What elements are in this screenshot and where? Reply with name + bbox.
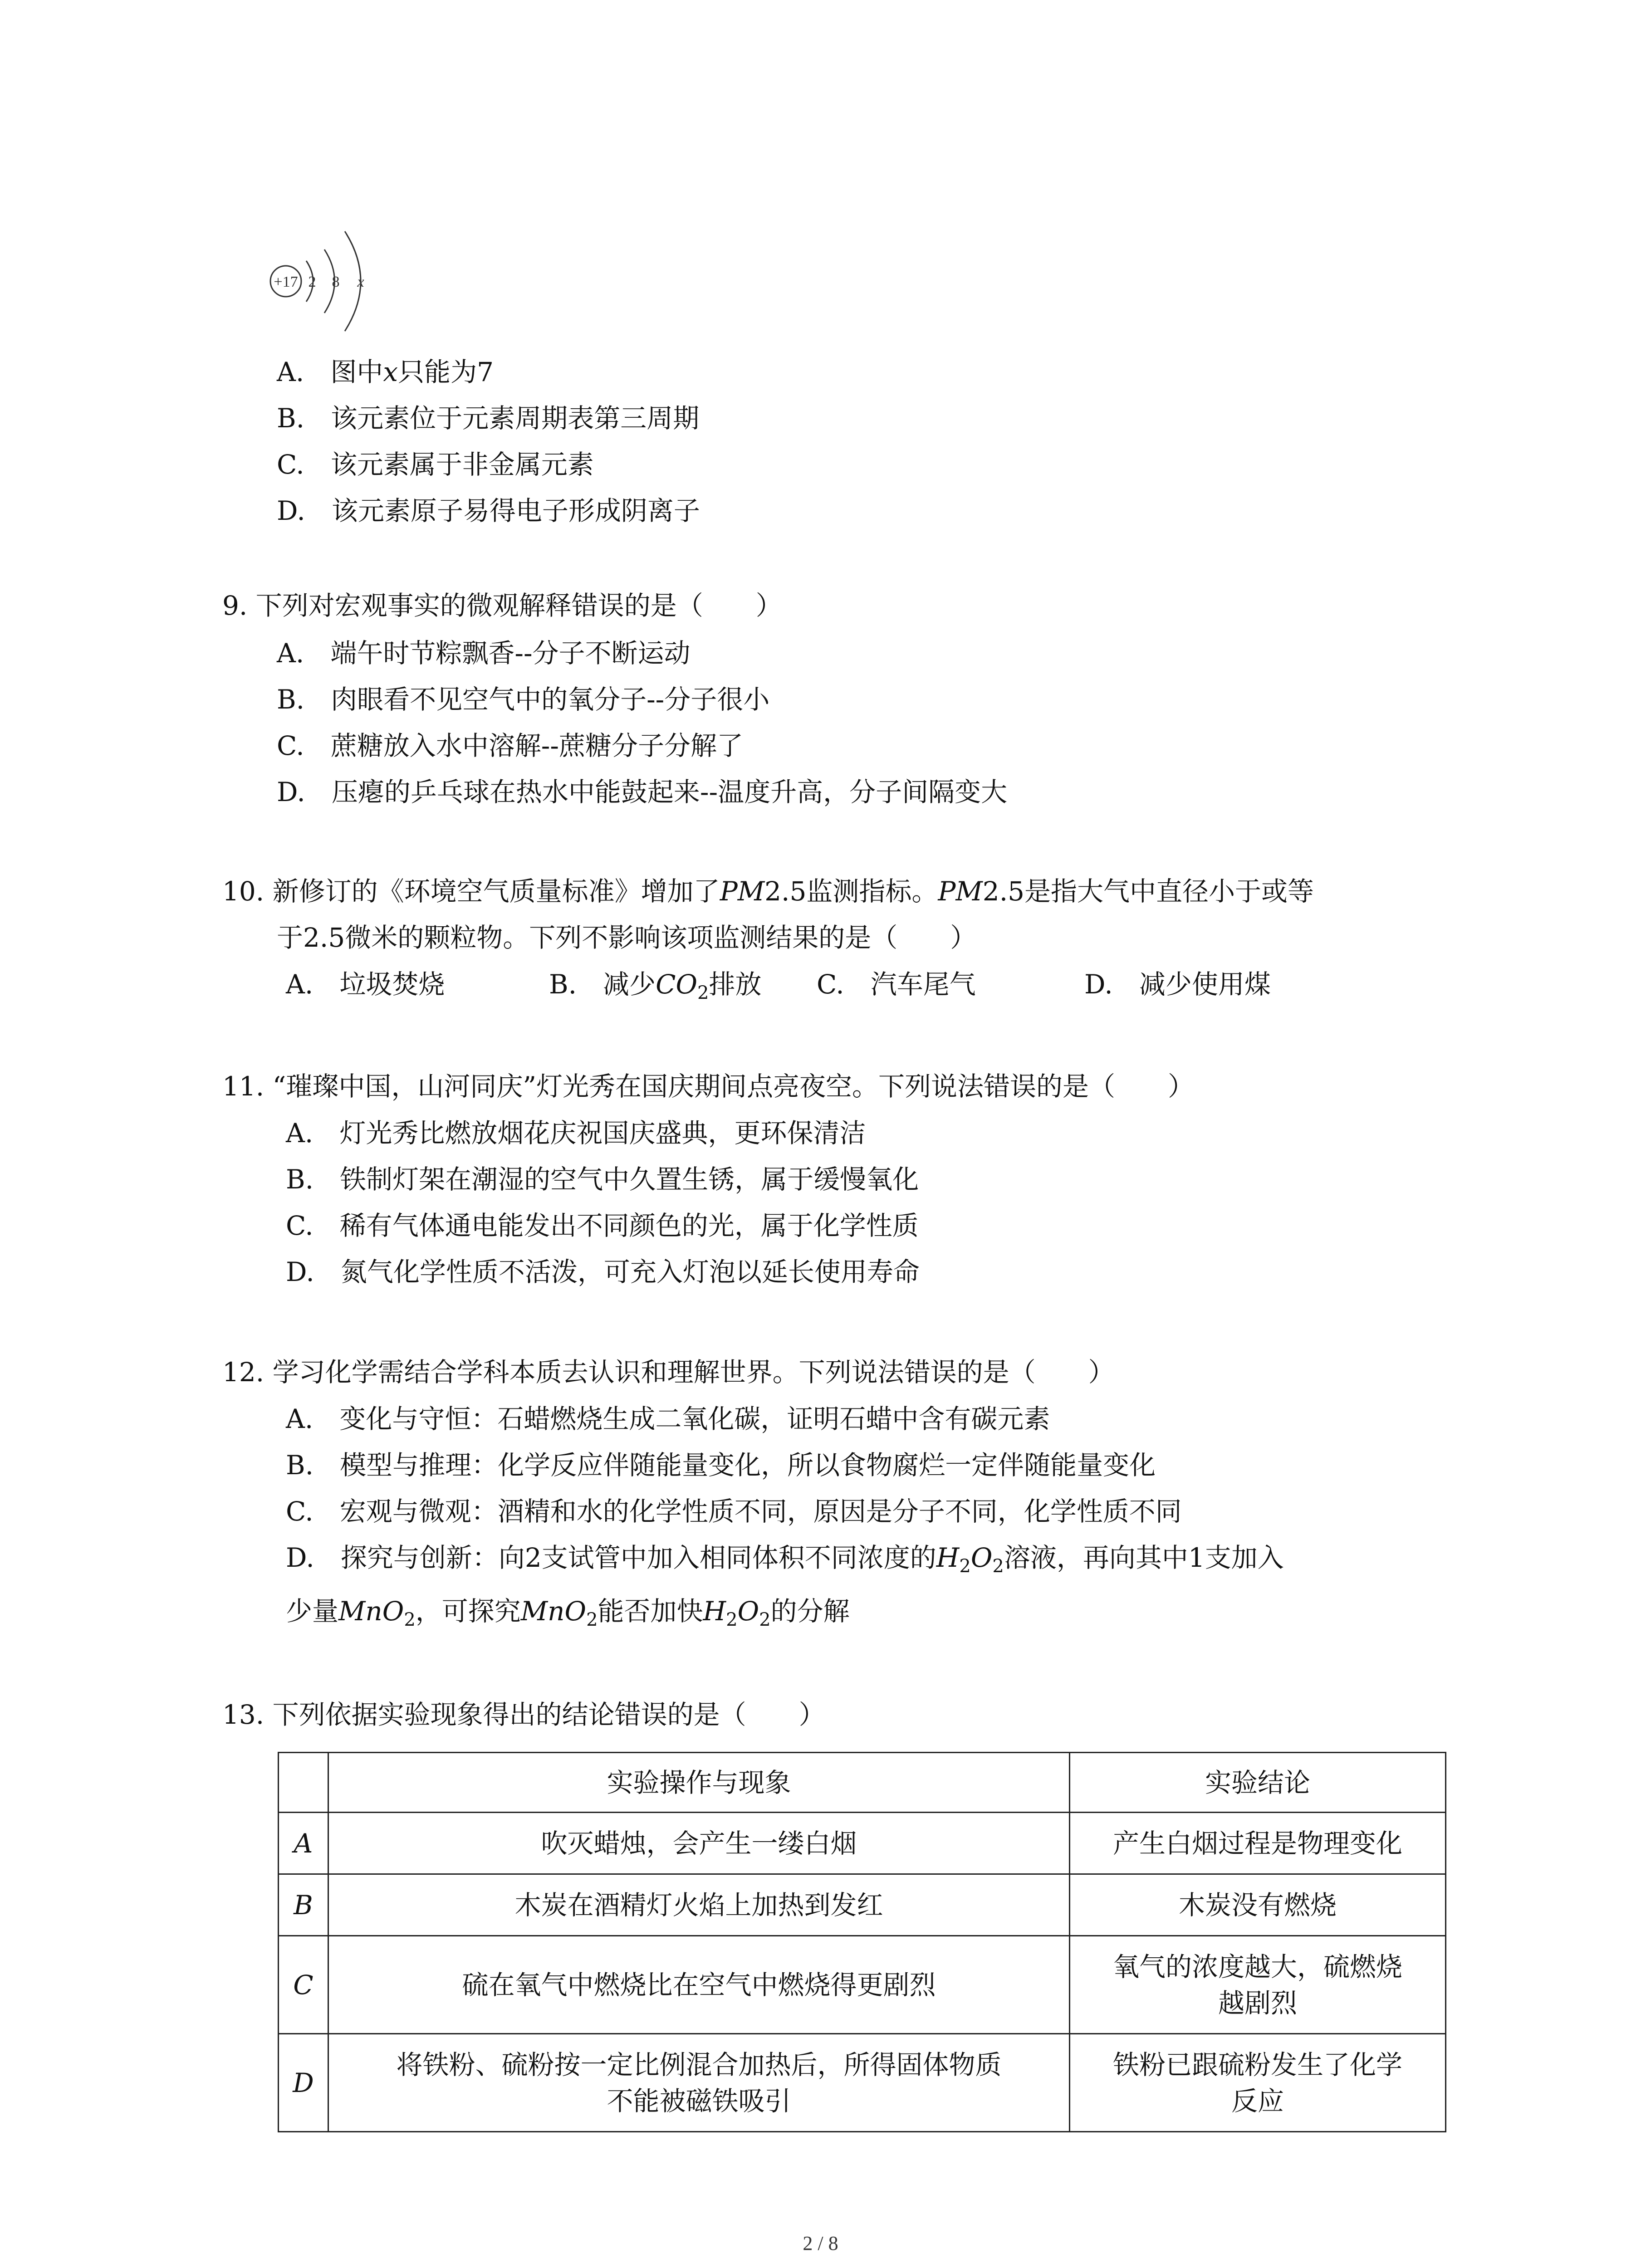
- q12-mno2-sub: 2: [404, 1609, 416, 1630]
- q12-h2o2-sub: 2: [992, 1556, 1004, 1577]
- q12-d-part: 的分解: [770, 1596, 850, 1627]
- q12-d-tube-count: 2: [524, 1542, 542, 1573]
- q9-option-b: [277, 681, 769, 718]
- q12-d-part: 支加入: [1205, 1542, 1284, 1573]
- q10-stem-part: 10. 新修订的《环境空气质量标准》增加了: [222, 876, 720, 907]
- q8-option-d: [277, 493, 700, 529]
- q11-option-a-text: 灯光秀比燃放烟花庆祝国庆盛典，更环保清洁: [339, 1118, 866, 1149]
- q12-h2o2-h: H: [936, 1542, 960, 1573]
- q12-d-one: 1: [1188, 1542, 1205, 1573]
- q9-option-a: [277, 635, 691, 671]
- q8-option-a-pre: 图中: [330, 357, 383, 387]
- q12-h2o2-h: H: [703, 1596, 726, 1627]
- row-label: D: [279, 2034, 328, 2132]
- q11-option-c-letter: C.: [286, 1210, 314, 1241]
- q8-option-c-letter: C.: [277, 449, 304, 480]
- q10-pm-symbol: PM: [938, 876, 983, 907]
- q9-option-a-text: 端午时节粽飘香--分子不断运动: [330, 638, 691, 669]
- q11-option-c-text: 稀有气体通电能发出不同颜色的光，属于化学性质: [339, 1210, 919, 1241]
- q10-pm-number: 2.5: [982, 876, 1025, 907]
- row-label: B: [279, 1874, 328, 1936]
- q8-option-b-text: 该元素位于元素周期表第三周期: [331, 403, 700, 434]
- q12-mno2-formula: MnO: [338, 1596, 404, 1627]
- row-conclusion-line: 反应: [1231, 2085, 1284, 2116]
- q12-option-c: [286, 1493, 1182, 1530]
- q12-option-d-line1: [286, 1540, 1284, 1584]
- q11-option-a-letter: A.: [286, 1118, 314, 1149]
- q10-co2-subscript: 2: [697, 982, 709, 1003]
- table-header-row: [279, 1753, 1446, 1813]
- row-operation: 木炭在酒精灯火焰上加热到发红: [328, 1874, 1069, 1936]
- q12-option-c-text: 宏观与微观：酒精和水的化学性质不同，原因是分子不同，化学性质不同: [339, 1496, 1182, 1527]
- q10-stem-part: 于: [277, 922, 304, 953]
- q11-stem: 11. “璀璨中国，山河同庆”灯光秀在国庆期间点亮夜空。下列说法错误的是（ ）: [222, 1071, 1194, 1102]
- q10-pm-number: 2.5: [764, 876, 807, 907]
- q10-stem-part: 微米的颗粒物。下列不影响该项监测结果的是（ ）: [345, 922, 977, 953]
- q10-option-a: A. 垃圾焚烧: [286, 969, 445, 1000]
- table-header-operation: 实验操作与现象: [328, 1753, 1069, 1813]
- table-row: [279, 1874, 1446, 1936]
- experiment-table: [278, 1752, 1446, 2132]
- q8-option-b-letter: B.: [277, 403, 305, 434]
- q12-option-d-line2: [286, 1593, 850, 1638]
- q10-size-number: 2.5: [303, 922, 345, 953]
- q12-stem: 12. 学习化学需结合学科本质去认识和理解世界。下列说法错误的是（ ）: [222, 1357, 1115, 1388]
- atom-structure-diagram: [263, 218, 399, 354]
- table-row: [279, 1813, 1446, 1874]
- q12-h2o2-sub: 2: [759, 1609, 771, 1630]
- shell-3-electrons: x: [357, 274, 364, 290]
- q8-option-a: [277, 354, 494, 390]
- q12-h2o2-o: O: [970, 1542, 993, 1573]
- q12-h2o2-o: O: [737, 1596, 759, 1627]
- q10-option-b-pre: B. 减少: [549, 969, 656, 1000]
- q11-option-c: [286, 1207, 919, 1244]
- page-number: 2 / 8: [803, 2232, 838, 2254]
- q12-option-b: [286, 1447, 1156, 1483]
- q10-option-c: C. 汽车尾气: [817, 969, 976, 1000]
- shell-1-electrons: 2: [308, 274, 316, 290]
- q9-option-c: [277, 728, 743, 764]
- q12-mno2-formula: MnO: [520, 1596, 587, 1627]
- row-conclusion: [1069, 2034, 1445, 2132]
- q8-option-d-letter: D.: [277, 495, 305, 526]
- row-operation: 吹灭蜡烛，会产生一缕白烟: [328, 1813, 1069, 1874]
- row-label: C: [279, 1936, 328, 2034]
- q8-option-a-letter: A.: [277, 357, 304, 387]
- row-conclusion: 产生白烟过程是物理变化: [1069, 1813, 1445, 1874]
- row-operation-line: 不能被磁铁吸引: [607, 2085, 791, 2116]
- table-row: [279, 1936, 1446, 2034]
- row-conclusion-line: 越剧烈: [1218, 1987, 1297, 2019]
- q10-stem-line1: [222, 873, 1314, 909]
- nucleus-charge: +17: [274, 274, 298, 290]
- q12-d-part: ，可探究: [415, 1596, 521, 1627]
- q11-option-b-text: 铁制灯架在潮湿的空气中久置生锈，属于缓慢氧化: [340, 1164, 919, 1195]
- q9-option-b-text: 肉眼看不见空气中的氧分子--分子很小: [331, 684, 770, 715]
- q9-option-d-letter: D.: [277, 777, 305, 807]
- q12-h2o2-sub: 2: [959, 1556, 971, 1577]
- q12-d-part: 支试管中加入相同体积不同浓度的: [541, 1542, 936, 1573]
- row-operation: 硫在氧气中燃烧比在空气中燃烧得更剧烈: [328, 1936, 1069, 2034]
- q10-stem-part: 监测指标。: [806, 876, 938, 907]
- row-operation-line: 将铁粉、硫粉按一定比例混合加热后，所得固体物质: [396, 2049, 1002, 2080]
- q12-option-b-text: 模型与推理：化学反应伴随能量变化，所以食物腐烂一定伴随能量变化: [340, 1450, 1156, 1481]
- q13-stem: 13. 下列依据实验现象得出的结论错误的是（ ）: [222, 1699, 825, 1730]
- q11-option-a: [286, 1115, 866, 1151]
- q8-option-b: [277, 400, 699, 436]
- q12-d-part: 少量: [286, 1596, 339, 1627]
- row-operation: [328, 2034, 1069, 2132]
- q12-option-b-letter: B.: [286, 1450, 314, 1481]
- q10-option-b: [549, 966, 761, 1011]
- q11-option-d: [286, 1254, 920, 1290]
- q12-d-part: 能否加快: [598, 1596, 703, 1627]
- table-header-conclusion: 实验结论: [1069, 1753, 1445, 1813]
- q10-pm-symbol: PM: [720, 876, 765, 907]
- shell-2-electrons: 8: [332, 274, 340, 290]
- q12-mno2-sub: 2: [586, 1609, 598, 1630]
- q8-option-c: [277, 446, 594, 483]
- row-conclusion-line: 铁粉已跟硫粉发生了化学: [1112, 2049, 1402, 2080]
- q12-option-a: [286, 1401, 1050, 1437]
- q12-option-a-text: 变化与守恒：石蜡燃烧生成二氧化碳，证明石蜡中含有碳元素: [339, 1403, 1050, 1434]
- q12-d-part: 溶液，再向其中: [1004, 1542, 1188, 1573]
- q9-stem: 9. 下列对宏观事实的微观解释错误的是（ ）: [222, 590, 782, 621]
- q9-option-d: [277, 774, 1007, 810]
- q8-option-a-var: x: [383, 357, 398, 387]
- table-row: [279, 2034, 1446, 2132]
- row-conclusion-line: 氧气的浓度越大，硫燃烧: [1112, 1951, 1402, 1982]
- q9-option-d-text: 压瘪的乒乓球在热水中能鼓起来--温度升高，分子间隔变大: [331, 777, 1008, 807]
- q9-option-c-letter: C.: [277, 730, 304, 761]
- q8-option-d-text: 该元素原子易得电子形成阴离子: [331, 495, 700, 526]
- q8-option-c-text: 该元素属于非金属元素: [330, 449, 594, 480]
- q9-option-b-letter: B.: [277, 684, 305, 715]
- q10-stem-part: 是指大气中直径小于或等: [1024, 876, 1314, 907]
- q10-option-b-post: 排放: [709, 969, 762, 1000]
- q12-d-part: D. 探究与创新：向: [286, 1542, 525, 1573]
- q11-option-b: [286, 1161, 919, 1198]
- q8-option-a-post: 只能为7: [398, 357, 494, 387]
- table-header-label: [279, 1753, 328, 1813]
- q11-option-b-letter: B.: [286, 1164, 314, 1195]
- q12-option-c-letter: C.: [286, 1496, 314, 1527]
- q12-h2o2-sub: 2: [726, 1609, 738, 1630]
- q10-stem-line2: [277, 919, 976, 956]
- row-conclusion: 木炭没有燃烧: [1069, 1874, 1445, 1936]
- q12-option-a-letter: A.: [286, 1403, 314, 1434]
- q9-option-a-letter: A.: [277, 638, 304, 669]
- q10-option-d: D. 减少使用煤: [1084, 969, 1271, 1000]
- row-label: A: [279, 1813, 328, 1874]
- q9-option-c-text: 蔗糖放入水中溶解--蔗糖分子分解了: [330, 730, 743, 761]
- q11-option-d-text: 氮气化学性质不活泼，可充入灯泡以延长使用寿命: [340, 1256, 920, 1287]
- row-conclusion: [1069, 1936, 1445, 2034]
- q11-option-d-letter: D.: [286, 1256, 314, 1287]
- q10-co2-formula: CO: [656, 969, 697, 1000]
